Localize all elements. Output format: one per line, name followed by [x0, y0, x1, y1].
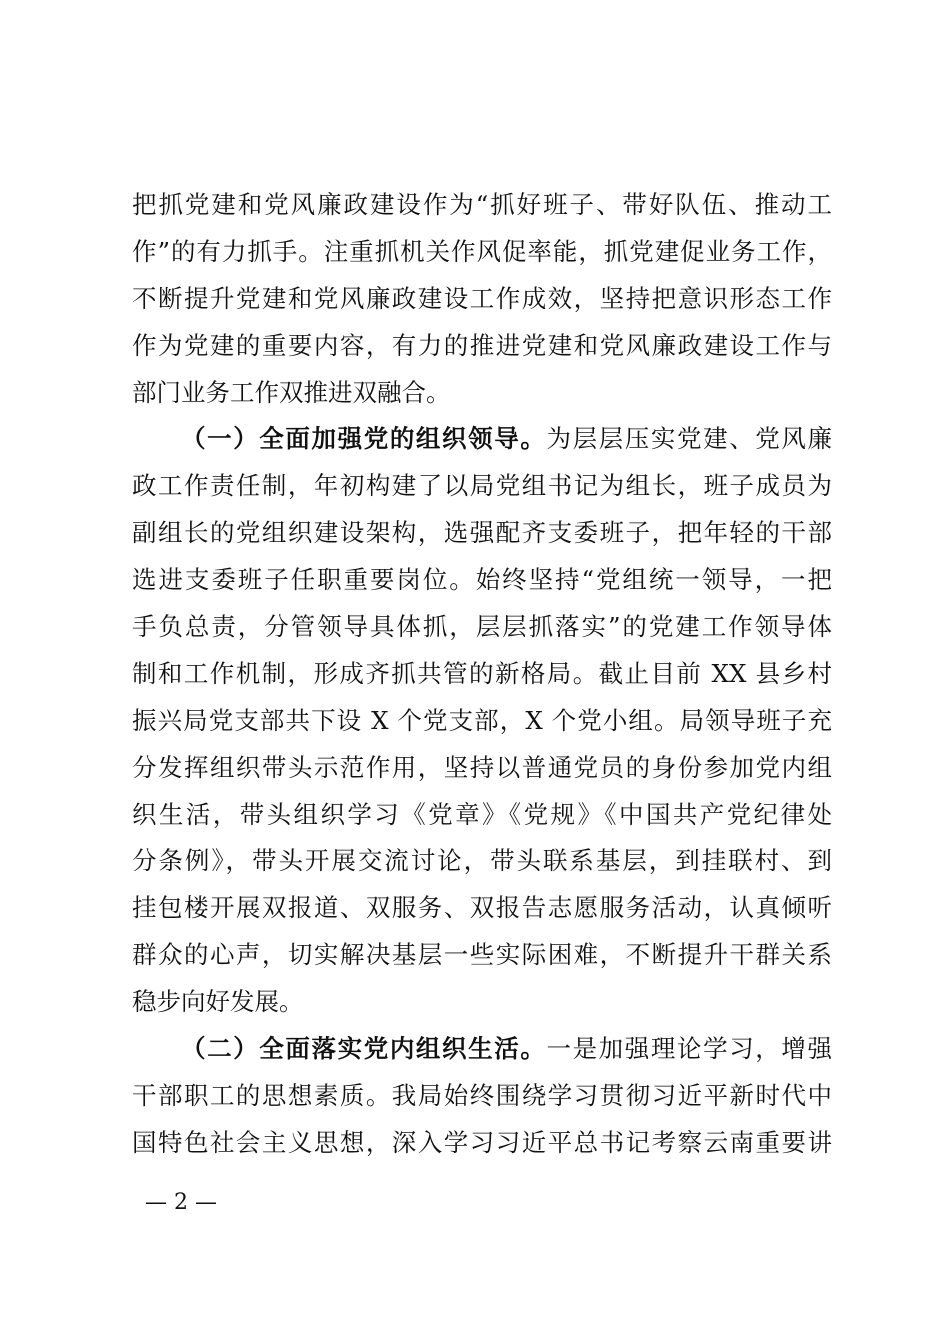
text-line: 国特色社会主义思想，深入学习习近平总书记考察云南重要讲 [132, 1127, 832, 1157]
text-line: 分条例》，带头开展交流讨论，带头联系基层，到挂联村、到 [132, 846, 832, 876]
text-line: 作”的有力抓手。注重抓机关作风促率能，抓党建促业务工作， [132, 236, 832, 266]
text-line: 把抓党建和党风廉政建设作为“抓好班子、带好队伍、推动工 [132, 190, 832, 219]
section-2-paragraph [132, 1026, 832, 1167]
text-line: 不断提升党建和党风廉政建设工作成效，坚持把意识形态工作 [132, 283, 832, 313]
paragraph-intro [132, 182, 832, 416]
page-number: — 2 — [145, 1190, 217, 1215]
section-1-heading: （一）全面加强党的组织领导。 [181, 424, 547, 454]
text-line: 选进支委班子任职重要岗位。始终坚持“党组统一领导，一把 [132, 565, 832, 595]
text-line: 部门业务工作双推进双融合。 [132, 377, 451, 407]
text-line [132, 416, 832, 463]
text-line: 手负总责，分管领导具体抓，层层抓落实”的党建工作领导体 [132, 612, 832, 642]
text-line: 副组长的党组织建设架构，选强配齐支委班子，把年轻的干部 [132, 518, 832, 548]
text-line: 群众的心声，切实解决基层一些实际困难，不断提升干群关系 [132, 940, 832, 970]
text-line: 振兴局党支部共下设 X 个党支部，X 个党小组。局领导班子充 [132, 705, 832, 735]
text-line [132, 1026, 832, 1073]
section-1-paragraph [132, 416, 832, 1026]
text-line: 政工作责任制，年初构建了以局党组书记为组长，班子成员为 [132, 471, 832, 501]
text-line: 挂包楼开展双报道、双服务、双报告志愿服务活动，认真倾听 [132, 893, 832, 923]
text-line: 作为党建的重要内容，有力的推进党建和党风廉政建设工作与 [132, 330, 832, 360]
text-line: 分发挥组织带头示范作用，坚持以普通党员的身份参加党内组 [132, 752, 832, 782]
body-text [132, 182, 832, 1167]
section-1-first-line: 为层层压实党建、党风廉 [546, 424, 833, 454]
section-2-heading: （二）全面落实党内组织生活。 [181, 1034, 547, 1064]
text-line: 制和工作机制，形成齐抓共管的新格局。截止目前 XX 县乡村 [132, 658, 832, 688]
text-line: 织生活，带头组织学习《党章》《党规》《中国共产党纪律处 [132, 799, 832, 829]
section-2-first-line: 一是加强理论学习，增强 [546, 1034, 833, 1064]
text-line: 干部职工的思想素质。我局始终围绕学习贯彻习近平新时代中 [132, 1080, 832, 1110]
text-line: 稳步向好发展。 [132, 987, 304, 1017]
